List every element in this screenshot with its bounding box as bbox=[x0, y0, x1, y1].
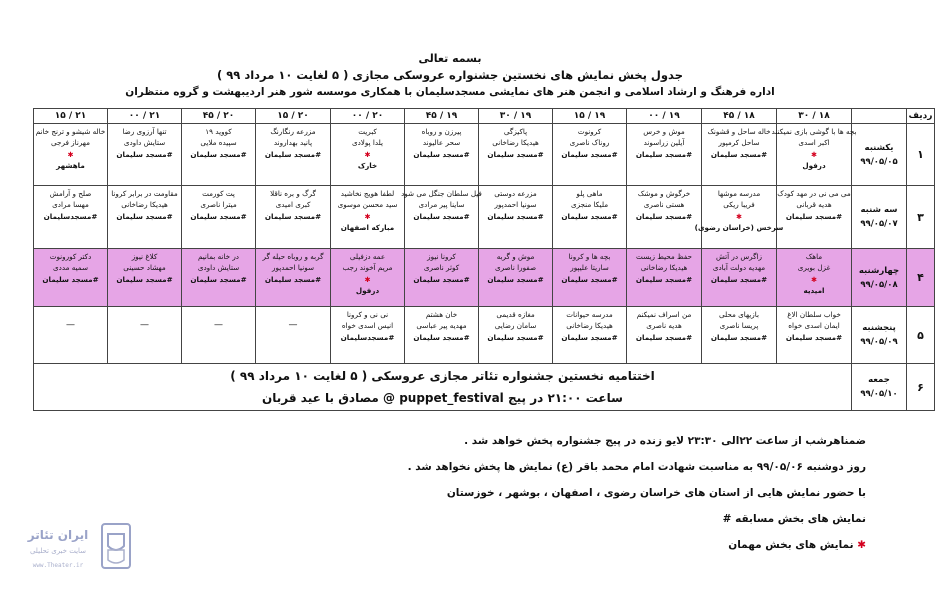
venue-label: #مسجد سلیمان bbox=[635, 333, 693, 342]
venue-label: مبارکه اصفهان bbox=[340, 222, 395, 232]
show-cell bbox=[108, 249, 182, 307]
show-venue bbox=[341, 212, 394, 233]
show-title: مزرعه دوستی bbox=[494, 189, 537, 198]
show-performer: مهرناز فرجی bbox=[51, 137, 90, 147]
venue-label: #مسجد سلیمان bbox=[710, 150, 768, 159]
show-title: تنها آرزوی رضا bbox=[122, 127, 167, 136]
day-cell bbox=[852, 124, 907, 186]
show-performer: سمیه مددی bbox=[53, 262, 88, 272]
venue-label: #مسجد سلیمان bbox=[710, 333, 768, 342]
show-title: نی نی و کرونا bbox=[346, 310, 389, 319]
show-cell bbox=[401, 186, 482, 249]
show-venue bbox=[265, 212, 321, 223]
show-title: بازیهای محلی bbox=[719, 310, 759, 319]
show-performer: مهدیه دولت آبادی bbox=[712, 262, 766, 272]
show-venue bbox=[561, 150, 617, 161]
day-cell bbox=[852, 186, 907, 249]
show-venue bbox=[561, 212, 617, 223]
venue-label: #مسجد سلیمان bbox=[487, 275, 544, 284]
show-title: موش و خرس bbox=[643, 127, 685, 136]
day-cell bbox=[852, 249, 907, 307]
show-cell bbox=[627, 249, 702, 307]
show-venue bbox=[636, 275, 692, 286]
day-date: ۹۹/۰۵/۱۰ bbox=[860, 389, 898, 399]
show-venue bbox=[413, 333, 469, 344]
empty-slot: — bbox=[140, 320, 149, 330]
show-title: مدرسه موشها bbox=[717, 189, 761, 198]
show-performer: ساحل کرمپور bbox=[718, 137, 760, 147]
show-title: من اسراف نمیکنم bbox=[636, 310, 692, 319]
show-performer: ساینا پیر مرادی bbox=[418, 199, 465, 209]
show-cell bbox=[627, 124, 702, 186]
show-performer: صفورا ناصری bbox=[494, 262, 537, 272]
red-star-icon: ✱ bbox=[857, 539, 866, 551]
show-cell bbox=[34, 249, 108, 307]
empty-slot: — bbox=[288, 320, 298, 330]
header-time-slot: ۱۸ / ۳۰ bbox=[777, 109, 852, 124]
show-title: دکتر کورونوت bbox=[49, 252, 92, 261]
show-title: پت کورمت bbox=[202, 189, 235, 198]
show-performer: آیلین زراسوند bbox=[643, 137, 685, 147]
show-performer: سپیده ملایی bbox=[200, 137, 237, 147]
show-cell bbox=[182, 124, 256, 186]
show-cell bbox=[553, 307, 627, 364]
header-time-slot: ۱۹ / ۰۰ bbox=[627, 109, 702, 124]
show-title: در خانه بمانیم bbox=[197, 252, 240, 261]
show-cell bbox=[553, 249, 627, 307]
theater-masks-icon bbox=[98, 520, 134, 572]
show-venue bbox=[44, 212, 98, 223]
iran-theater-logo bbox=[18, 520, 138, 575]
show-venue bbox=[356, 275, 379, 296]
show-cell bbox=[553, 124, 627, 186]
closing-row bbox=[34, 364, 935, 411]
show-venue bbox=[56, 150, 85, 171]
row-number: ۳ bbox=[907, 186, 935, 249]
show-venue bbox=[711, 275, 767, 286]
show-cell bbox=[108, 124, 182, 186]
venue-label: #مسجد سلیمان bbox=[413, 212, 470, 221]
table-header-row bbox=[34, 109, 935, 124]
show-title: خرگوش و موشک bbox=[637, 189, 691, 198]
venue-label: درفول bbox=[355, 285, 380, 295]
show-title: کبریت bbox=[358, 127, 377, 136]
show-performer: ساریتا علیپور bbox=[570, 262, 609, 272]
red-star-icon: ✱ bbox=[364, 150, 371, 159]
show-venue bbox=[561, 275, 617, 286]
header-row-number: ردیف bbox=[907, 109, 935, 124]
note-monday: روز دوشنبه ۹۹/۰۵/۰۶ به مناسبت شهادت امام محمد باقر (ع) نمایش ها پخش نخواهد شد . bbox=[407, 461, 866, 473]
show-performer: کوثر ناصری bbox=[423, 262, 460, 272]
show-venue bbox=[116, 275, 172, 286]
show-venue bbox=[711, 150, 767, 161]
venue-label: #مسجد سلیمان bbox=[785, 212, 843, 221]
red-star-icon: ✱ bbox=[735, 212, 743, 221]
show-venue bbox=[265, 150, 321, 161]
show-performer: ستایش داودی bbox=[197, 262, 240, 272]
show-cell bbox=[479, 249, 553, 307]
show-venue bbox=[341, 333, 395, 344]
bismillah: بسمه تعالی bbox=[418, 52, 482, 65]
red-star-icon: ✱ bbox=[810, 150, 818, 159]
show-title: عمه دزفیلی bbox=[349, 252, 386, 261]
show-performer: مهشاد حسینی bbox=[123, 262, 166, 272]
show-title: کلاغ نیوز bbox=[131, 252, 158, 261]
show-title: خاله شیشو و ترنج خانم bbox=[35, 127, 106, 136]
show-cell bbox=[182, 307, 256, 364]
notes-section bbox=[66, 428, 866, 558]
show-title: بچه ها با گوشی بازی نمیکنند bbox=[771, 127, 857, 136]
show-venue bbox=[561, 333, 617, 344]
show-cell bbox=[256, 249, 331, 307]
header-time-slot: ۱۹ / ۱۵ bbox=[553, 109, 627, 124]
show-performer: هیدیکا رضاخانی bbox=[566, 320, 613, 330]
venue-label: #مسجد سلیمان bbox=[561, 333, 618, 342]
show-cell bbox=[777, 307, 852, 364]
show-cell bbox=[777, 249, 852, 307]
show-performer: هدیه قربانی bbox=[796, 199, 832, 209]
show-performer: مریم آخوند رجب bbox=[342, 262, 393, 272]
row-number: ۱ bbox=[907, 124, 935, 186]
venue-label: #مسجد سلیمان bbox=[42, 275, 99, 284]
venue-label: سرخس (خراسان رضوی) bbox=[694, 222, 784, 232]
show-title: ماهی پلو bbox=[576, 189, 603, 198]
show-venue bbox=[42, 275, 98, 286]
show-title: مقاومت در برابر کرونا bbox=[111, 189, 178, 198]
show-cell bbox=[331, 124, 405, 186]
show-title: زاگرس در آتش bbox=[715, 252, 763, 261]
venue-label: #مسجد سلیمان bbox=[190, 150, 247, 159]
show-title: بچه ها و کرونا bbox=[568, 252, 611, 261]
venue-label: #مسجد سلیمان bbox=[413, 150, 470, 159]
organizers-line: اداره فرهنگ و ارشاد اسلامی و انجمن هنر های نمایشی مسجدسلیمان با همکاری موسسه شور هنر اردیبهشت و گروه منتظران bbox=[125, 86, 775, 98]
header-time-slot: ۱۹ / ۳۰ bbox=[479, 109, 553, 124]
show-cell bbox=[256, 186, 331, 249]
show-performer: پریسا ناصری bbox=[719, 320, 759, 330]
show-venue bbox=[116, 212, 172, 223]
show-title: صلح و آرامش bbox=[49, 189, 92, 198]
venue-label: امیدیه bbox=[803, 285, 825, 295]
show-performer: مهسا مرادی bbox=[52, 199, 89, 209]
show-title: می می نی در مهد کودک bbox=[777, 189, 851, 198]
venue-label: #مسجد سلیمان bbox=[264, 212, 322, 221]
header-time-slot: ۱۸ / ۴۵ bbox=[702, 109, 777, 124]
show-performer: پانید بهداروند bbox=[273, 137, 313, 147]
show-performer: مهدیه پیر عباسی bbox=[416, 320, 467, 330]
logo-tagline: سایت خبری تحلیلی bbox=[29, 547, 87, 555]
venue-label: #مسجد سلیمان bbox=[413, 275, 470, 284]
show-venue bbox=[786, 333, 842, 344]
show-cell bbox=[777, 186, 852, 249]
document-header bbox=[0, 50, 900, 101]
note-competition: نمایش های بخش مسابقه # bbox=[722, 513, 866, 525]
table-row bbox=[34, 307, 935, 364]
table-row bbox=[34, 249, 935, 307]
venue-label: #مسجد سلیمان bbox=[190, 275, 247, 284]
note-live: ضمناهرشب از ساعت ۲۲الی ۲۳:۳۰ لایو زنده در پیج جشنواره پخش خواهد شد . bbox=[464, 435, 866, 447]
show-title: کرونا نیوز bbox=[427, 252, 456, 261]
red-star-icon: ✱ bbox=[364, 212, 371, 221]
show-performer: اکبر اسدی bbox=[798, 137, 830, 147]
show-title: ماهک bbox=[805, 252, 823, 261]
show-cell bbox=[256, 307, 331, 364]
show-title: مدرسه حیوانات bbox=[566, 310, 613, 319]
show-venue bbox=[711, 333, 767, 344]
show-cell bbox=[479, 186, 553, 249]
venue-label: #مسجد سلیمان bbox=[487, 150, 544, 159]
show-cell bbox=[627, 307, 702, 364]
show-performer: ایمان اسدی خواه bbox=[788, 320, 840, 330]
show-venue bbox=[116, 150, 172, 161]
show-performer: هیدیکا رضاخانی bbox=[492, 137, 539, 147]
show-performer: کبری امیدی bbox=[275, 199, 311, 209]
show-performer: هستی ناصری bbox=[643, 199, 685, 209]
show-venue bbox=[487, 150, 543, 161]
venue-label: خارک bbox=[357, 160, 378, 170]
closing-ceremony-cell bbox=[34, 364, 852, 411]
show-venue bbox=[265, 275, 321, 286]
show-cell bbox=[771, 124, 857, 186]
venue-label: #مسجد سلیمان bbox=[116, 212, 173, 221]
show-title: کرونوت bbox=[577, 127, 602, 136]
venue-label: #مسجد سلیمان bbox=[635, 275, 693, 284]
show-cell bbox=[34, 307, 108, 364]
show-title: گرگ و بره ناقلا bbox=[270, 189, 316, 198]
table-row bbox=[34, 186, 935, 249]
schedule-table bbox=[33, 108, 935, 411]
show-title: خان هشتم bbox=[425, 310, 458, 319]
show-cell bbox=[627, 186, 702, 249]
day-name: یکشنبه bbox=[864, 142, 894, 153]
show-cell bbox=[405, 249, 479, 307]
header-time-slot: ۲۱ / ۱۵ bbox=[34, 109, 108, 124]
show-performer: هیدیکا رضاخانی bbox=[121, 199, 168, 209]
show-cell bbox=[34, 186, 108, 249]
show-cell bbox=[702, 124, 777, 186]
note-guest-label: نمایش های بخش مهمان bbox=[728, 539, 854, 551]
row-number: ۴ bbox=[907, 249, 935, 307]
show-cell bbox=[694, 186, 784, 249]
show-performer: میترا ناصری bbox=[200, 199, 237, 209]
show-venue bbox=[190, 150, 246, 161]
show-venue bbox=[636, 212, 692, 223]
venue-label: #مسجد سلیمان bbox=[116, 150, 173, 159]
venue-label: #مسجد سلیمان bbox=[264, 275, 322, 284]
row-number: ۶ bbox=[907, 364, 935, 411]
show-performer: هدیه ناصری bbox=[646, 320, 682, 330]
venue-label: ماهشهر bbox=[56, 160, 85, 170]
venue-label: #مسجد سلیمان bbox=[561, 275, 618, 284]
red-star-icon: ✱ bbox=[810, 275, 818, 284]
show-venue bbox=[803, 275, 824, 296]
show-venue bbox=[358, 150, 377, 171]
venue-label: #مسجد سلیمان bbox=[487, 333, 544, 342]
red-star-icon: ✱ bbox=[364, 275, 371, 284]
day-date: ۹۹/۰۵/۰۷ bbox=[860, 219, 898, 229]
logo-name: ایران تئاتر bbox=[27, 528, 89, 542]
venue-label: #مسجدسلیمان bbox=[340, 333, 395, 342]
show-performer: روناک ناصری bbox=[569, 137, 610, 147]
show-cell bbox=[182, 186, 256, 249]
show-cell bbox=[405, 124, 479, 186]
empty-slot: — bbox=[214, 320, 223, 330]
show-venue bbox=[487, 275, 543, 286]
show-venue bbox=[636, 333, 692, 344]
show-venue bbox=[413, 275, 469, 286]
empty-slot: — bbox=[66, 320, 75, 330]
show-performer: هیدیکا رضاخانی bbox=[640, 262, 688, 272]
show-title: گربه و روباه حیله گر bbox=[262, 252, 324, 261]
show-cell bbox=[34, 124, 108, 186]
show-performer: سید محسن موسوی bbox=[337, 199, 398, 209]
show-cell bbox=[108, 186, 182, 249]
show-performer: ستایش داودی bbox=[123, 137, 166, 147]
closing-title: اختتامیه نخستین جشنواره تئاتر مجازی عروسکی ( ۵ لغایت ۱۰ مرداد ۹۹ ) bbox=[230, 369, 655, 383]
schedule-title: جدول پخش نمایش های نخستین جشنواره عروسکی مجازی ( ۵ لغایت ۱۰ مرداد ۹۹ ) bbox=[217, 68, 683, 82]
show-cell bbox=[405, 307, 479, 364]
show-performer: سونیا احمدپور bbox=[272, 262, 314, 272]
show-venue bbox=[487, 212, 543, 223]
venue-label: #مسجد سلیمان bbox=[413, 333, 470, 342]
row-number: ۵ bbox=[907, 307, 935, 364]
show-venue bbox=[487, 333, 543, 344]
show-performer: فریبا ریکی bbox=[723, 199, 755, 209]
show-title: لطفا هویج نخاشید bbox=[340, 189, 395, 198]
show-venue bbox=[413, 212, 469, 223]
venue-label: #مسجدسلیمان bbox=[43, 212, 98, 221]
note-provinces: با حضور نمایش هایی از استان های خراسان رضوی ، اصفهان ، بوشهر ، خوزستان bbox=[446, 487, 866, 499]
show-title: خواب سلطان الاغ bbox=[787, 310, 841, 319]
show-cell bbox=[331, 307, 405, 364]
venue-label: #مسجد سلیمان bbox=[190, 212, 247, 221]
show-cell bbox=[553, 186, 627, 249]
show-performer: سامان رضایی bbox=[494, 320, 537, 330]
show-cell bbox=[182, 249, 256, 307]
venue-label: #مسجد سلیمان bbox=[785, 333, 843, 342]
show-performer: غزل بویری bbox=[797, 262, 831, 272]
venue-label: #مسجد سلیمان bbox=[561, 212, 618, 221]
day-cell bbox=[852, 364, 907, 411]
venue-label: #مسجد سلیمان bbox=[487, 212, 544, 221]
closing-time: ساعت ۲۱:۰۰ در پیج puppet_festival @ مصادق با عید قربان bbox=[262, 391, 623, 405]
show-venue bbox=[786, 212, 842, 223]
show-title: پاکیزگی bbox=[503, 127, 528, 136]
day-date: ۹۹/۰۵/۰۸ bbox=[860, 279, 898, 290]
show-venue bbox=[190, 212, 246, 223]
show-title: خاله ساحل و قشونک bbox=[707, 127, 771, 136]
show-title: فیل سلطان جنگل می شود bbox=[401, 189, 482, 198]
header-time-slot: ۱۹ / ۴۵ bbox=[405, 109, 479, 124]
show-performer: ملیکا منجزی bbox=[570, 199, 609, 209]
day-date: ۹۹/۰۵/۰۵ bbox=[860, 156, 898, 167]
day-name: سه شنبه bbox=[860, 205, 898, 215]
show-cell bbox=[331, 249, 405, 307]
show-cell bbox=[256, 124, 331, 186]
show-venue bbox=[413, 150, 469, 161]
show-title: حفظ محیط زیست bbox=[636, 252, 692, 261]
header-time-slot: ۲۰ / ۴۵ bbox=[182, 109, 256, 124]
day-name: پنجشنبه bbox=[862, 323, 896, 333]
show-title: مزرعه رنگارنگ bbox=[270, 127, 316, 136]
show-cell bbox=[331, 186, 405, 249]
show-performer: سحر عالیوند bbox=[422, 137, 461, 147]
show-title: موش و گربه bbox=[496, 252, 535, 261]
day-cell bbox=[852, 307, 907, 364]
show-venue bbox=[695, 212, 784, 233]
show-cell bbox=[108, 307, 182, 364]
venue-label: #مسجد سلیمان bbox=[264, 150, 322, 159]
header-time-slot: ۲۱ / ۰۰ bbox=[108, 109, 182, 124]
show-cell bbox=[702, 249, 777, 307]
show-venue bbox=[636, 150, 692, 161]
venue-label: درفول bbox=[802, 160, 826, 170]
header-time-slot: ۲۰ / ۰۰ bbox=[331, 109, 405, 124]
red-star-icon: ✱ bbox=[67, 150, 74, 159]
show-performer: انیس اسدی خواه bbox=[341, 320, 394, 330]
day-name: چهارشنبه bbox=[858, 265, 900, 276]
show-performer: یلدا پولادی bbox=[351, 137, 384, 147]
show-cell bbox=[702, 307, 777, 364]
show-cell bbox=[479, 307, 553, 364]
show-venue bbox=[190, 275, 246, 286]
show-cell bbox=[479, 124, 553, 186]
day-date: ۹۹/۰۵/۰۹ bbox=[860, 337, 898, 347]
show-venue bbox=[802, 150, 825, 171]
table-row bbox=[34, 124, 935, 186]
venue-label: #مسجد سلیمان bbox=[116, 275, 173, 284]
show-title: مغازه قدیمی bbox=[496, 310, 535, 319]
venue-label: #مسجد سلیمان bbox=[561, 150, 618, 159]
note-guest bbox=[66, 532, 866, 558]
show-title: کووید ۱۹ bbox=[205, 127, 232, 136]
venue-label: #مسجد سلیمان bbox=[635, 150, 693, 159]
venue-label: #مسجد سلیمان bbox=[710, 275, 768, 284]
show-performer: سونیا احمدپور bbox=[494, 199, 537, 209]
venue-label: #مسجد سلیمان bbox=[635, 212, 693, 221]
header-time-slot: ۲۰ / ۱۵ bbox=[256, 109, 331, 124]
day-name: جمعه bbox=[868, 375, 890, 385]
header-day bbox=[852, 109, 907, 124]
show-title: پیرزن و روباه bbox=[421, 127, 462, 136]
logo-url: www.Theater.ir bbox=[32, 562, 84, 569]
